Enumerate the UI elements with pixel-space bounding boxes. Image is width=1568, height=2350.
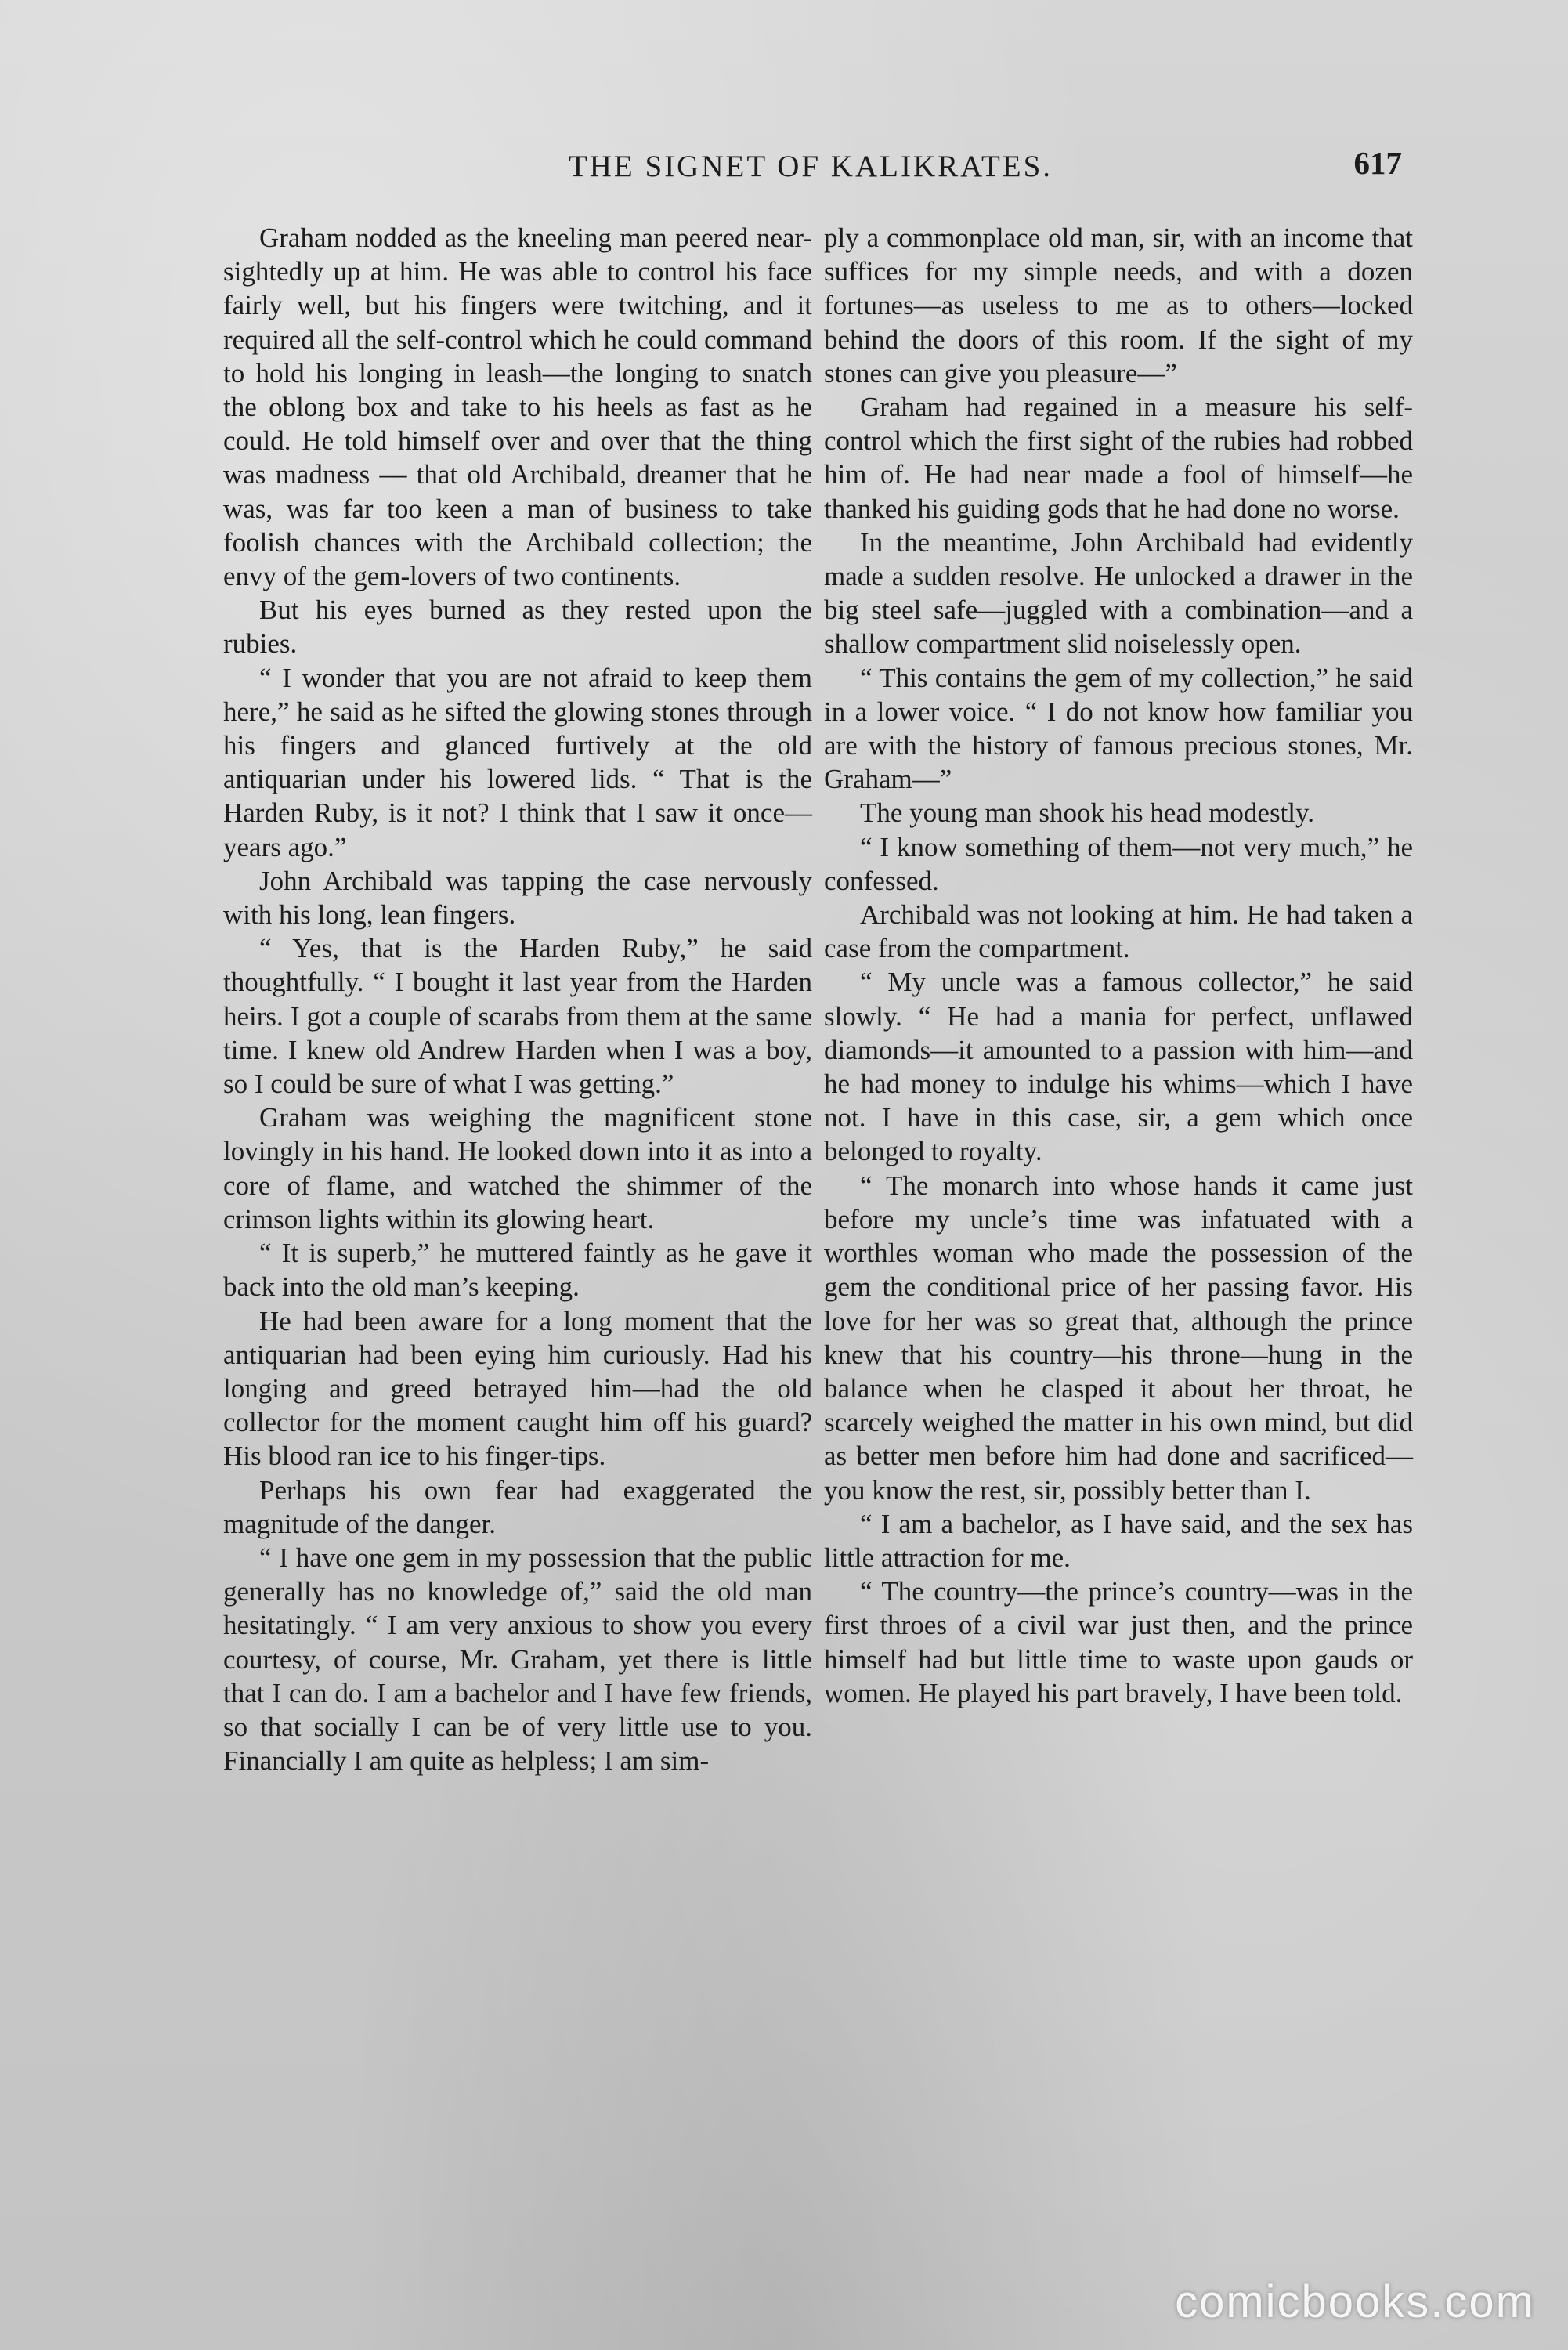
page-number: 617 — [1353, 145, 1402, 181]
paragraph: “ I know something of them—not very much,” he confessed. — [824, 831, 1413, 896]
running-head — [219, 145, 1402, 196]
paragraph: Graham was weighing the magnificent stone lovingly in his hand. He looked down into it as into a core of flame, and watched the shimmer of the crimson lights within its glowing heart. — [223, 1102, 812, 1235]
paragraph: “ My uncle was a famous collector,” he said slowly. “ He had a mania for perfect, unflawed diamonds—it amounted to a passion with him—and he had money to indulge his whims—which I have not. I have in this case, sir, a gem which once belonged to royalty. — [824, 967, 1413, 1167]
paragraph: He had been aware for a long moment that the antiquarian had been eying him curiously. Had his longing and greed betrayed him—had the old collector for the moment caught him off his guard? His blood ran ice to his finger-tips. — [223, 1305, 812, 1472]
paragraph: “ I am a bachelor, as I have said, and the sex has little attraction for me. — [824, 1508, 1413, 1573]
left-column — [223, 221, 812, 1777]
paragraph: “ The country—the prince’s country—was in the first throes of a civil war just then, and the prince himself had but little time to waste upon gauds or women. He played his part bravely, I have been told. — [824, 1576, 1413, 1708]
paragraph: The young man shook his head modestly. — [860, 797, 1315, 829]
paragraph: “ This contains the gem of my collection,” he said in a lower voice. “ I do not know how familiar you are with the history of famous precious stones, Mr. Graham—” — [824, 662, 1413, 795]
paragraph: “ It is superb,” he muttered faintly as he gave it back into the old man’s keeping. — [223, 1238, 812, 1303]
paragraph: John Archibald was tapping the case nervously with his long, lean fingers. — [223, 865, 812, 931]
right-column — [824, 221, 1413, 1710]
paragraph: In the meantime, John Archibald had evidently made a sudden resolve. He unlocked a drawer in the big steel safe—juggled with a combination—and a shallow compartment slid noiselessly open. — [824, 526, 1413, 660]
paragraph: “ I wonder that you are not afraid to keep them here,” he said as he sifted the glowing stones through his fingers and glanced furtively at the old antiquarian under his lowered lids. “ That is the Harden Ruby, is it not? I think that I saw it once—years ago.” — [223, 662, 812, 862]
paragraph: Archibald was not looking at him. He had taken a case from the compartment. — [824, 899, 1413, 964]
paragraph-continuation: ply a commonplace old man, sir, with an income that suffices for my simple needs, and with a dozen fortunes—as useless to me as to others—locked behind the doors of this room. If the sight of my stones can give you pleasure—” — [824, 222, 1413, 389]
paragraph: But his eyes burned as they rested upon the rubies. — [223, 595, 812, 660]
paragraph: “ The monarch into whose hands it came just before my uncle’s time was infatuated with a worthles woman who made the possession of the gem the conditional price of her passing favor. His love for her was so great that, although the prince knew that his country—his throne—hung in the balance when he clasped it about her throat, he scarcely weighed the matter in his own mind, but did as better men before him had done and sacrificed—you know the rest, sir, possibly better than I. — [824, 1170, 1413, 1506]
paragraph: Graham had regained in a measure his self-control which the first sight of the rubies had robbed him of. He had near made a fool of himself—he thanked his guiding gods that he had done no worse. — [824, 392, 1413, 524]
running-title: THE SIGNET OF KALIKRATES. — [568, 150, 1053, 183]
paragraph: “ Yes, that is the Harden Ruby,” he said thoughtfully. “ I bought it last year from the Harden heirs. I got a couple of scarabs from them at the same time. I knew old Andrew Harden when I was a boy, so I could be sure of what I was getting.” — [223, 933, 812, 1100]
paragraph: Graham nodded as the kneeling man peered near-sightedly up at him. He was able to control his face fairly well, but his fingers were twitching, and it required all the self-control which he could command to hold his longing in leash—the longing to snatch the oblong box and take to his heels as fast as he could. He told himself over and over that the thing was madness — that old Archibald, dreamer that he was, was far too keen a man of business to take foolish chances with the Archibald collection; the envy of the gem-lovers of two continents. — [223, 222, 812, 592]
paragraph: Perhaps his own fear had exaggerated the magnitude of the danger. — [223, 1474, 812, 1539]
site-watermark: comicbooks.com — [1175, 2276, 1535, 2327]
paragraph: “ I have one gem in my possession that the public generally has no knowledge of,” said the old man hesitatingly. “ I am very anxious to show you every courtesy, of course, Mr. Graham, yet there is little that I can do. I am a bachelor and I have few friends, so that socially I can be of very little use to you. Financially I am quite as helpless; I am sim- — [223, 1542, 812, 1777]
